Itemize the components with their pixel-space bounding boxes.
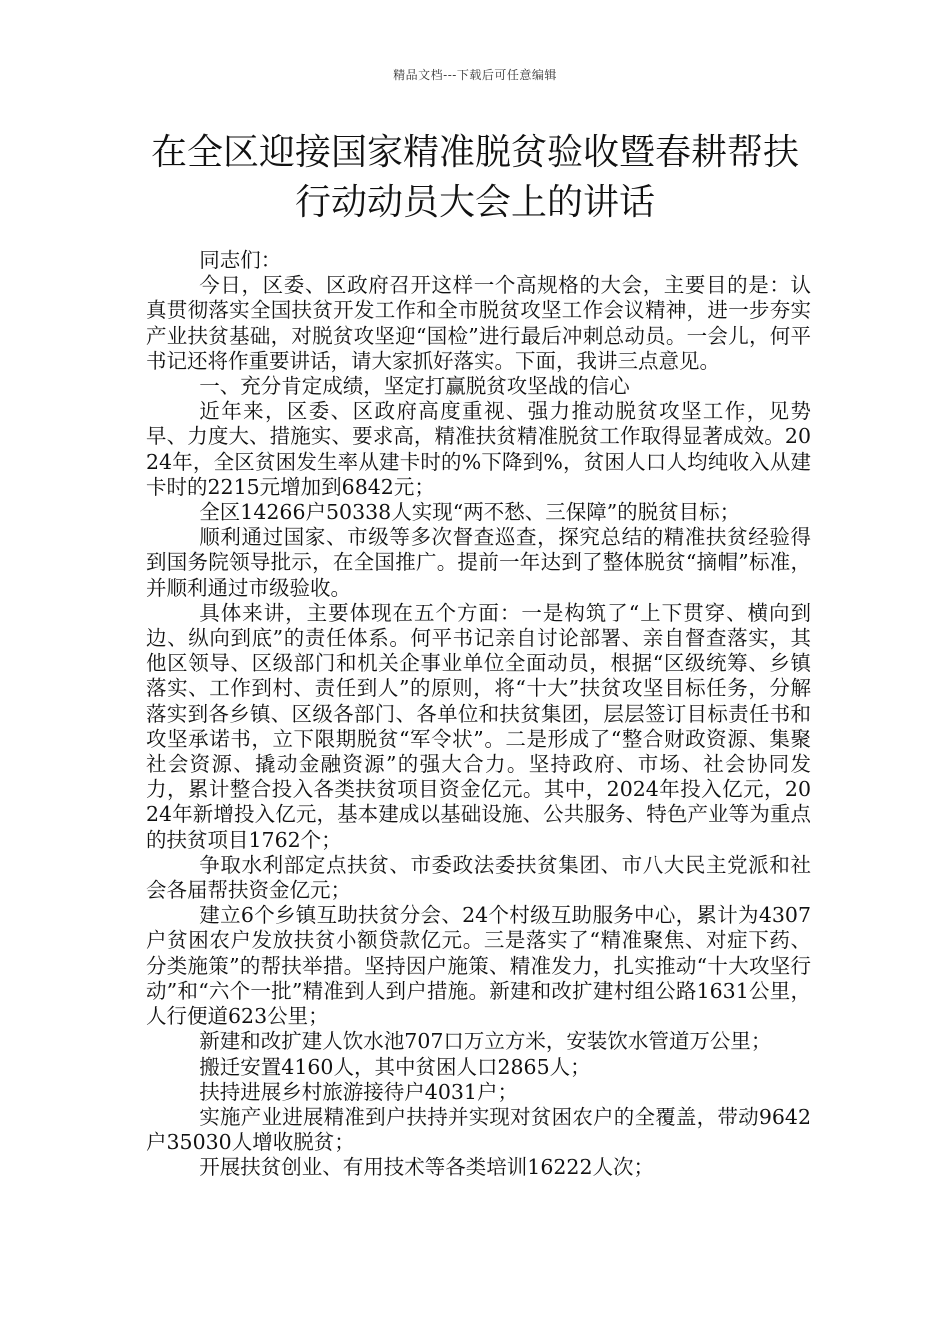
title-line-1: 在全区迎接国家精准脱贫验收暨春耕帮扶 [150,132,799,173]
paragraph: 扶持进展乡村旅游接待户4031户； [199,1079,518,1104]
paragraph: 今日，区委、区政府召开这样一个高规格的大会，主要目的是：认真贯彻落实全国扶贫开发工作和全市脱贫攻坚工作会议精神，进一步夯实产业扶贫基础，对脱贫攻坚迎“国检”进行最后冲刺总动员。一会儿，何平书记还将作重要讲话，请大家抓好落实。下面，我讲三点意见。 [146,273,811,373]
paragraph: 搬迁安置4160人，其中贫困人口2865人； [199,1054,591,1079]
paragraph: 新建和改扩建人饮水池707口万立方米，安装饮水管道万公里； [199,1029,772,1054]
paragraph: 顺利通过国家、市级等多次督查巡查，探究总结的精准扶贫经验得到国务院领导批示，在全国推广。提前一年达到了整体脱贫“摘帽”标准，并顺利通过市级验收。 [146,525,811,600]
paragraph: 争取水利部定点扶贫、市委政法委扶贫集团、市八大民主党派和社会各届帮扶资金亿元； [146,852,811,903]
document-body [146,248,811,1181]
paragraph: 具体来讲，主要体现在五个方面：一是构筑了“上下贯穿、横向到边、纵向到底”的责任体系。何平书记亲自讨论部署、亲自督查落实，其他区领导、区级部门和机关企事业单位全面动员，根据“区级统筹、乡镇落实、工作到村、责任到人”的原则，将“十大”扶贫攻坚目标任务，分解落实到各乡镇、区级各部门、各单位和扶贫集团，层层签订目标责任书和攻坚承诺书，立下限期脱贫“军令状”。二是形成了“整合财政资源、集聚社会资源、撬动金融资源”的强大合力。坚持政府、市场、社会协同发力，累计整合投入各类扶贫项目资金亿元。其中，2024年投入亿元，2024年新增投入亿元，基本建成以基础设施、公共服务、特色产业等为重点的扶贫项目1762个； [146,600,811,852]
paragraph: 开展扶贫创业、有用技术等各类培训16222人次； [199,1155,655,1180]
header-note: 精品文档---下载后可任意编辑 [393,68,557,82]
paragraph: 近年来，区委、区政府高度重视、强力推动脱贫攻坚工作，见势早、力度大、措施实、要求高，精准扶贫精准脱贫工作取得显著成效。2024年，全区贫困发生率从建卡时的%下降到%，贫困人口人均纯收入从建卡时的2215元增加到6842元； [146,399,811,499]
document-title [140,128,810,228]
paragraph: 实施产业进展精准到户扶持并实现对贫困农户的全覆盖，带动9642户35030人增收脱贫； [146,1104,811,1155]
salutation: 同志们： [199,248,282,272]
paragraph: 建立6个乡镇互助扶贫分会、24个村级互助服务中心，累计为4307户贫困农户发放扶贫小额贷款亿元。三是落实了“精准聚焦、对症下药、分类施策”的帮扶举措。坚持因户施策、精准发力，扎实推动“十大攻坚行动”和“六个一批”精准到人到户措施。新建和改扩建村组公路1631公里，人行便道623公里； [146,903,811,1029]
paragraph: 全区14266户50338人实现“两不愁、三保障”的脱贫目标； [199,500,741,525]
title-line-2: 行动动员大会上的讲话 [294,182,655,223]
section-heading: 一、充分肯定成绩，坚定打赢脱贫攻坚战的信心 [199,374,630,399]
